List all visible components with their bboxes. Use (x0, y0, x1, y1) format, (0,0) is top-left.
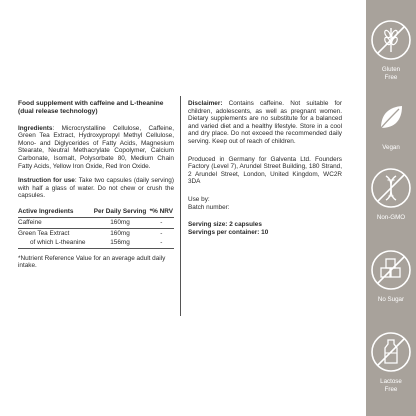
badge-non-gmo (366, 166, 416, 222)
badge-label: Lactose Free (380, 378, 402, 393)
header-active-ingredients: Active Ingredients (18, 207, 91, 218)
batch-number: Batch number: (188, 203, 230, 211)
ingredients-label: Ingredients (18, 124, 53, 132)
ingredient-name: of which L-theanine (18, 238, 91, 248)
instruction-text: : Take two capsules (daily serving) with half a glass of water. Do not chew or crush the capsules. (18, 177, 174, 200)
active-ingredients-table (18, 207, 174, 249)
ingredient-amount: 160mg (110, 229, 130, 237)
sugar-cubes-icon (369, 248, 413, 292)
ingredient-name: Green Tea Extract (18, 229, 70, 237)
table-header-row (18, 207, 174, 218)
use-by: Use by: (188, 195, 210, 203)
label-left-column (18, 100, 174, 270)
serving-size: Serving size: 2 capsules (188, 221, 262, 229)
product-title: Food supplement with caffeine and L-theanine (dual release technology) (18, 100, 164, 115)
servings-per-container: Servings per container: 10 (188, 228, 269, 236)
ingredient-nrv: - (149, 238, 174, 248)
badge-label: No Sugar (377, 296, 405, 303)
badge-label: Vegan (382, 144, 400, 151)
milk-bottle-icon (369, 330, 413, 374)
disclaimer-label: Disclaimer: (188, 100, 223, 107)
badge-lactose-free (366, 330, 416, 394)
ingredients-paragraph (18, 125, 174, 171)
instruction-label: Instruction for use (18, 177, 75, 185)
column-divider (180, 96, 181, 316)
badge-label: Gluten Free (381, 66, 401, 81)
disclaimer-text: Contains caffeine. Not suitable for children, adolescents, as well as pregnant women. Dietary supplements are no substitute for a balanced and varied diet and a healthy lifestyle. Store in a cool and dry place. Do not exceed the recommended daily serving. Keep out of reach of children. (188, 100, 342, 145)
ingredient-nrv: - (160, 229, 163, 237)
disclaimer-paragraph (188, 100, 342, 146)
badge-label: Non-GMO (376, 214, 406, 221)
table-row (18, 238, 174, 248)
ingredients-text: : Microcrystalline Cellulose, Caffeine, Green Tea Extract, Hydroxypropyl Methyl Cellulose, Mono- and Diglycerides of Fatty Acids, Magnesium Stearate, Neutral Methacrylate Copolymer, Calcium Carbonate, Isomalt, Polysorbate 80, Medium Chain Fatty Acids, Yellow Iron Oxide, Red Iron Oxide. (18, 124, 174, 170)
table-row (18, 218, 174, 228)
label-right-column (188, 100, 342, 236)
badge-sidebar (366, 0, 416, 416)
ingredient-nrv: - (149, 218, 174, 228)
header-nrv: *% NRV (149, 207, 174, 218)
ingredient-amount: 160mg (91, 218, 148, 228)
ingredient-amount: 156mg (91, 238, 148, 248)
instruction-paragraph (18, 177, 174, 200)
manufacturer-address: Produced in Germany for Galventa Ltd. Founders Factory (Level 7), Arundel Street Building, 180 Strand, 2 Arundel Street, London, United Kingdom, WC2R 3DA (188, 155, 342, 186)
badge-gluten-free (366, 18, 416, 82)
leaf-icon (369, 96, 413, 140)
ingredient-name: Caffeine (18, 218, 91, 228)
nrv-footnote: *Nutrient Reference Value for an average adult daily intake. (18, 254, 166, 270)
header-per-daily-serving: Per Daily Serving (91, 207, 148, 218)
badge-vegan (366, 96, 416, 152)
dna-icon (369, 166, 413, 210)
badge-no-sugar (366, 248, 416, 304)
wheat-icon (369, 18, 413, 62)
table-row (18, 228, 174, 238)
